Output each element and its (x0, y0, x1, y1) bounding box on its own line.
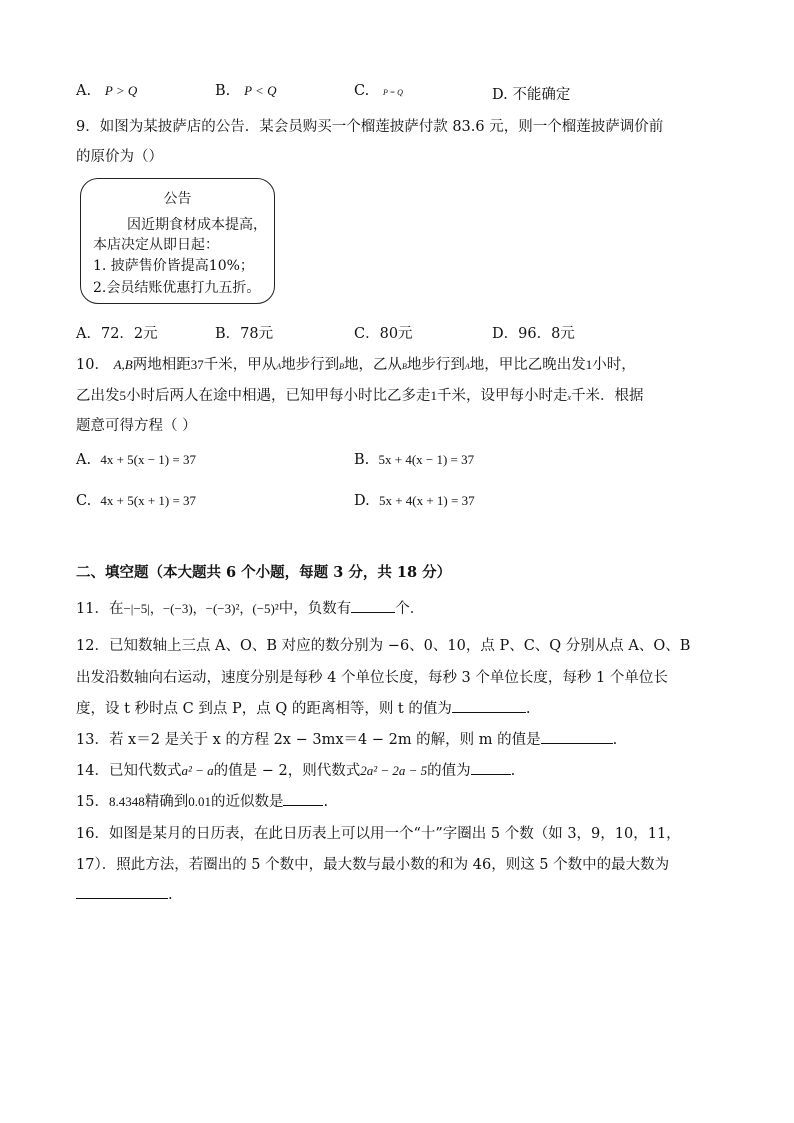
q15-answer-blank (283, 791, 323, 806)
notice-line-2: 本店决定从即日起： (93, 237, 219, 253)
q13-answer-blank (541, 729, 613, 744)
notice-box (80, 178, 275, 304)
q12-line3: 度，设 t 秒时点 C 到点 P，点 Q 的距离相等，则 t 的值为 . (76, 697, 530, 718)
q9-stem-line2: 的原价为（） (76, 149, 163, 165)
q16-line1: 16．如图是某月的日历表，在此日历表上可以用一个“十”字圈出 5 个数（如 3，9，10，11， (76, 826, 681, 842)
q10-option-c: C. 4x + 5(x + 1) = 37 (76, 493, 197, 509)
q9-option-b: B．78元 (215, 326, 274, 342)
q9-option-d: D．96．8元 (492, 326, 575, 342)
q9-option-a: A．72．2元 (76, 326, 158, 342)
q8-option-c: C. P = Q (354, 83, 403, 99)
q8-option-a: A. P > Q (76, 83, 138, 99)
q11: 11．在−|−5|，−(−3)，−(−3)²，(−5)²中，负数有 个． (76, 597, 424, 618)
notice-line-1: 因近期食材成本提高， (127, 217, 267, 233)
q10-option-d: D. 5x + 4(x + 1) = 37 (354, 493, 475, 509)
notice-line-4: 2.会员结账优惠打九五折。 (93, 280, 261, 296)
q12-line2: 出发沿数轴向右运动，速度分别是每秒 4 个单位长度，每秒 3 个单位长度，每秒 1 个单位长 (76, 670, 668, 686)
q9-option-c: C．80元 (354, 326, 413, 342)
q8-option-d: D. 不能确定 (492, 87, 571, 103)
q16-line3: . (76, 884, 173, 903)
q14-answer-blank (471, 760, 511, 775)
q12-line1: 12．已知数轴上三点 A、O、B 对应的数分别为 −6、0、10，点 P、C、Q 分别从点 A、O、B (76, 638, 691, 654)
q10-stem-line2: 乙出发5小时后两人在途中相遇，已知甲每小时比乙多走1千米，设甲每小时走x千米．根据 (76, 388, 644, 404)
q12-answer-blank (452, 698, 526, 713)
q14: 14．已知代数式a² − a的值是 − 2，则代数式2a² − 2a − 5的值为 . (76, 759, 515, 780)
section-heading: 二、填空题（本大题共 6 个小题，每题 3 分，共 18 分） (76, 564, 452, 581)
q10-stem-line1: 10． A,B两地相距37千米，甲从A地步行到B地，乙从B地步行到A地，甲比乙晚出发1小时， (76, 357, 636, 373)
q16-line2: 17）．照此方法，若圈出的 5 个数中，最大数与最小数的和为 46，则这 5 个数中的最大数为 (76, 857, 670, 873)
q16-answer-blank (76, 884, 168, 899)
q8-option-b: B. P < Q (215, 83, 277, 99)
q15: 15．8.4348精确到0.01的近似数是 . (76, 790, 328, 811)
q13: 13．若 x＝2 是关于 x 的方程 2x − 3mx＝4 − 2m 的解，则 m 的值是 . (76, 728, 617, 749)
q10-option-b: B. 5x + 4(x − 1) = 37 (354, 452, 475, 468)
notice-title: 公告 (163, 191, 192, 207)
notice-line-3: 1. 披萨售价皆提高10%； (93, 258, 254, 274)
q11-answer-blank (351, 598, 395, 613)
q10-stem-line3: 题意可得方程（ ） (76, 418, 197, 434)
q10-option-a: A. 4x + 5(x − 1) = 37 (76, 452, 196, 468)
q9-stem-line1: 9．如图为某披萨店的公告．某会员购买一个榴莲披萨付款 83.6 元，则一个榴莲披萨调价前 (76, 119, 664, 135)
